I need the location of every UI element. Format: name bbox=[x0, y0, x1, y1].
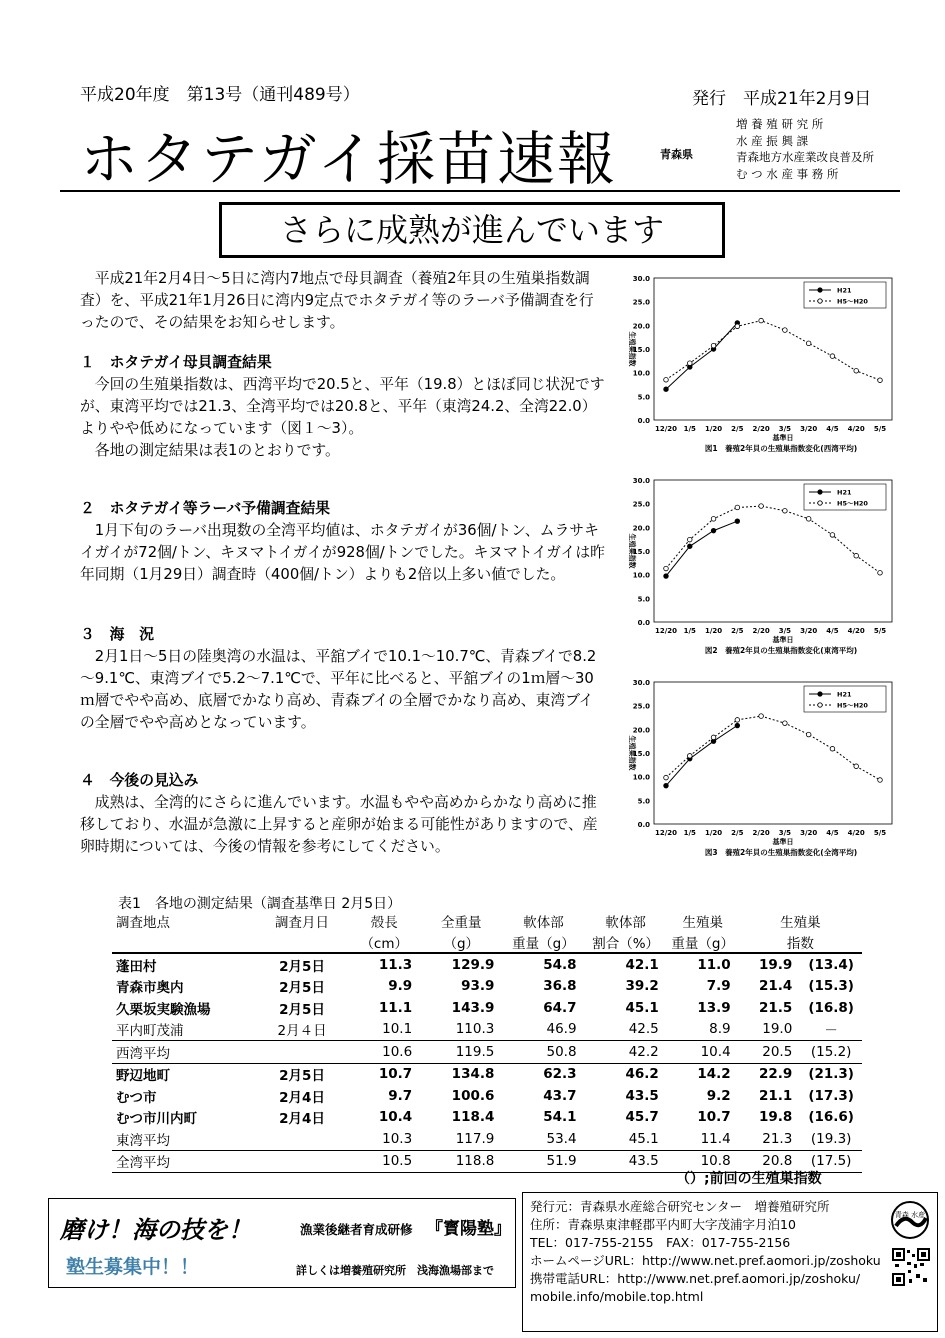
column-header: 殻長 bbox=[370, 914, 398, 931]
x-tick-label: 12/20 bbox=[654, 425, 678, 433]
table-cell-total: 129.9 bbox=[451, 956, 495, 973]
table-cell-prev: － bbox=[824, 1023, 838, 1040]
data-point bbox=[735, 519, 740, 524]
prefecture-label: 青森県 bbox=[660, 148, 693, 161]
promo-school-name: 『寳陽塾』 bbox=[426, 1219, 511, 1239]
y-tick-label: 5.0 bbox=[637, 595, 650, 604]
table-cell-soft-w: 62.3 bbox=[543, 1066, 577, 1083]
x-tick-label: 1/20 bbox=[704, 829, 723, 837]
org-item: 増 養 殖 研 究 所 bbox=[736, 117, 824, 131]
y-tick-label: 20.0 bbox=[632, 322, 650, 331]
column-header: （cm） bbox=[360, 935, 409, 952]
info-line: 発行元：青森県水産総合研究センター 増養殖研究所 bbox=[530, 1199, 830, 1214]
table-cell-soft-r: 45.7 bbox=[625, 1109, 659, 1126]
table-cell-date bbox=[256, 1041, 348, 1064]
y-tick-label: 15.0 bbox=[632, 750, 650, 758]
data-point bbox=[735, 324, 740, 329]
data-point bbox=[687, 544, 692, 549]
y-tick-label: 10.0 bbox=[632, 369, 650, 378]
table-cell-gi: 19.0 bbox=[762, 1021, 793, 1038]
table-cell-soft-r: 42.1 bbox=[625, 956, 659, 973]
intro-paragraph: 平成21年2月4日～5日に湾内7地点で母貝調査（養殖2年貝の生殖巣指数調査）を、平成21年1月26日に湾内9定点でホタテガイ等のラーバ予備調査を行ったので、その結果をお知らせします。 bbox=[80, 270, 594, 331]
x-tick-label: 2/20 bbox=[752, 425, 770, 433]
table-cell-soft-r: 45.1 bbox=[628, 1130, 659, 1147]
data-point bbox=[664, 574, 669, 579]
chart-title: 図3 養殖2年貝の生殖巣指数変化(全湾平均) bbox=[704, 848, 858, 857]
legend-label: H5～H20 bbox=[837, 297, 868, 306]
table-cell-gi: 19.8 bbox=[758, 1109, 793, 1126]
table-note: （）;前回の生殖巣指数 bbox=[676, 1171, 822, 1187]
table-row bbox=[112, 1041, 862, 1064]
section-heading: ３ 海 況 bbox=[80, 626, 154, 643]
y-tick-label: 20.0 bbox=[632, 726, 650, 735]
data-point bbox=[735, 718, 740, 723]
chart-fig1 bbox=[608, 268, 904, 468]
x-tick-label: 3/5 bbox=[778, 425, 792, 433]
data-point bbox=[806, 732, 811, 737]
legend-marker bbox=[818, 501, 822, 505]
y-tick-label: 0.0 bbox=[637, 619, 650, 627]
legend-label: H21 bbox=[837, 286, 852, 295]
data-point bbox=[711, 735, 716, 740]
x-tick-label: 1/5 bbox=[683, 425, 696, 433]
table-cell-prev: (17.3) bbox=[808, 1087, 854, 1104]
y-tick-label: 5.0 bbox=[637, 797, 650, 806]
x-axis-label: 基準日 bbox=[772, 434, 794, 442]
section-2 bbox=[80, 498, 605, 586]
table-cell-shell: 10.7 bbox=[378, 1066, 413, 1083]
chart-fig3 bbox=[608, 672, 904, 872]
table-cell-soft-w: 50.8 bbox=[546, 1043, 577, 1060]
y-tick-label: 30.0 bbox=[632, 477, 650, 485]
table-cell-total: 119.5 bbox=[455, 1043, 495, 1060]
legend-label: H5～H20 bbox=[837, 499, 868, 508]
column-header bbox=[256, 931, 348, 953]
table-cell-gon-w: 14.2 bbox=[697, 1066, 731, 1083]
table-cell-soft-w: 46.9 bbox=[546, 1021, 577, 1038]
column-header: 生殖巣 bbox=[682, 914, 723, 931]
table-cell-gon-w: 8.9 bbox=[709, 1021, 731, 1038]
table-cell-date: 2月４日 bbox=[277, 1023, 327, 1040]
column-header: 軟体部 bbox=[605, 914, 646, 931]
data-point bbox=[759, 504, 764, 509]
table-cell-soft-r: 46.2 bbox=[625, 1066, 659, 1083]
table-cell-prev: (16.8) bbox=[808, 999, 854, 1016]
section-1 bbox=[80, 352, 605, 462]
legend-marker bbox=[818, 703, 822, 707]
section-3 bbox=[80, 624, 605, 734]
table-cell-prev: (15.3) bbox=[808, 978, 854, 995]
data-point bbox=[735, 723, 740, 728]
table-cell-total: 118.4 bbox=[451, 1109, 495, 1126]
table-cell-total: 143.9 bbox=[451, 999, 495, 1016]
column-header: 割合（%） bbox=[592, 935, 660, 952]
table-cell-gon-w: 9.2 bbox=[706, 1087, 731, 1104]
x-tick-label: 4/5 bbox=[826, 627, 839, 635]
data-point bbox=[759, 714, 764, 719]
data-point bbox=[664, 783, 669, 788]
table-cell-gon-w: 11.4 bbox=[700, 1130, 731, 1147]
table-cell-gi: 20.5 bbox=[762, 1043, 793, 1060]
table-cell-shell: 10.6 bbox=[382, 1043, 413, 1060]
y-tick-label: 25.0 bbox=[632, 500, 650, 509]
data-point bbox=[711, 517, 716, 522]
promo-contact: 詳しくは増養殖研究所 浅海漁場部まで bbox=[296, 1264, 494, 1277]
y-tick-label: 5.0 bbox=[637, 393, 650, 402]
data-point bbox=[806, 341, 811, 346]
y-axis-label: 生殖巣指数 bbox=[628, 735, 636, 771]
data-point bbox=[783, 328, 788, 333]
column-header: 軟体部 bbox=[523, 914, 564, 931]
column-header: 生殖巣 bbox=[780, 914, 821, 931]
table-row bbox=[112, 953, 862, 976]
table-row bbox=[112, 976, 862, 998]
table-cell-shell: 9.9 bbox=[388, 978, 413, 995]
table-cell-total: 93.9 bbox=[461, 978, 495, 995]
results-table bbox=[112, 910, 862, 1173]
table-cell-loc: 全湾平均 bbox=[116, 1155, 170, 1172]
data-point bbox=[664, 387, 669, 392]
x-tick-label: 4/20 bbox=[847, 627, 865, 635]
table-cell-loc: 青森市奥内 bbox=[116, 980, 184, 997]
data-point bbox=[878, 378, 883, 383]
table-cell-gon-w: 11.0 bbox=[697, 956, 731, 973]
x-tick-label: 3/20 bbox=[800, 627, 818, 635]
org-item: む つ 水 産 事 務 所 bbox=[736, 166, 839, 181]
data-point bbox=[830, 533, 835, 538]
institute-logo-icon bbox=[890, 1200, 930, 1240]
y-tick-label: 0.0 bbox=[637, 821, 650, 829]
data-point bbox=[735, 505, 740, 510]
data-point bbox=[878, 778, 883, 783]
table-header-row bbox=[112, 931, 862, 953]
table-cell-gon-w: 10.4 bbox=[700, 1043, 731, 1060]
table-cell-prev: (13.4) bbox=[808, 956, 854, 973]
table-cell-prev: (16.6) bbox=[808, 1109, 854, 1126]
table-cell-total: 117.9 bbox=[455, 1130, 495, 1147]
x-tick-label: 2/20 bbox=[752, 627, 770, 635]
table-cell-soft-w: 51.9 bbox=[546, 1153, 577, 1170]
table-cell-gon-w: 13.9 bbox=[697, 999, 731, 1016]
x-tick-label: 12/20 bbox=[654, 627, 678, 635]
info-line[interactable]: mobile.info/mobile.top.html bbox=[530, 1289, 704, 1304]
column-header: （g） bbox=[443, 935, 480, 952]
table-cell-gi: 21.1 bbox=[758, 1087, 793, 1104]
intro-text bbox=[80, 268, 605, 334]
table-cell-date bbox=[256, 1150, 348, 1173]
headline: さらに成熟が進んでいます bbox=[219, 202, 725, 258]
table-cell-gi: 22.9 bbox=[758, 1066, 793, 1083]
x-tick-label: 4/20 bbox=[847, 829, 865, 837]
section-paragraph: 各地の測定結果は表1のとおりです。 bbox=[94, 442, 340, 459]
table-cell-shell: 11.1 bbox=[378, 999, 413, 1016]
table-cell-gon-w: 10.7 bbox=[697, 1109, 731, 1126]
table-cell-prev: (21.3) bbox=[808, 1066, 854, 1083]
legend-label: H21 bbox=[837, 488, 852, 497]
section-paragraph: 2月1日～5日の陸奥湾の水温は、平舘ブイで10.1～10.7℃、青森ブイで8.2～9.1℃、東湾ブイで5.2～7.1℃で、平年に比べると、平舘ブイの1ｍ層～30ｍ層でやや高め、底層でかなり高め、青森ブイの全層でかなり高め、東湾ブイの全層でやや高めとなっています。 bbox=[80, 648, 597, 731]
header-divider bbox=[60, 190, 900, 192]
org-item: 水 産 振 興 課 bbox=[736, 133, 809, 148]
table-cell-soft-w: 36.8 bbox=[543, 978, 577, 995]
promo-subtitle: 漁業後継者育成研修 bbox=[300, 1222, 413, 1237]
data-point bbox=[806, 517, 811, 522]
table-cell-soft-w: 54.1 bbox=[543, 1109, 577, 1126]
table-row bbox=[112, 1085, 862, 1107]
chart-svg bbox=[608, 672, 904, 872]
data-point bbox=[854, 368, 859, 373]
table-cell-total: 100.6 bbox=[451, 1087, 495, 1104]
y-tick-label: 25.0 bbox=[632, 298, 650, 307]
table-cell-loc: 東湾平均 bbox=[116, 1132, 170, 1149]
x-tick-label: 2/5 bbox=[731, 627, 744, 635]
table-row bbox=[112, 1107, 862, 1129]
publication-date: 発行 平成21年2月9日 bbox=[692, 89, 872, 109]
section-paragraph: 成熟は、全湾的にさらに進んでいます。水温もやや高めからかなり高めに推移しており、水温が急激に上昇すると産卵が始まる可能性がありますので、産卵時期については、今後の情報を参考にしてください。 bbox=[80, 794, 598, 855]
x-tick-label: 3/5 bbox=[778, 627, 792, 635]
table-row bbox=[112, 997, 862, 1019]
x-tick-label: 12/20 bbox=[654, 829, 678, 837]
table-cell-loc: 西湾平均 bbox=[116, 1045, 170, 1062]
svg-text:青森 水産: 青森 水産 bbox=[894, 1211, 926, 1219]
data-point bbox=[664, 566, 669, 571]
x-tick-label: 1/20 bbox=[704, 425, 723, 433]
data-point bbox=[878, 570, 883, 575]
table-cell-shell: 10.5 bbox=[382, 1153, 413, 1170]
y-tick-label: 10.0 bbox=[632, 571, 650, 580]
x-axis-label: 基準日 bbox=[772, 838, 794, 846]
data-point bbox=[830, 354, 835, 359]
promo-recruit: 塾生募集中！！ bbox=[66, 1256, 200, 1278]
y-tick-label: 20.0 bbox=[632, 524, 650, 533]
table-header-row bbox=[112, 910, 862, 931]
table-cell-shell: 10.1 bbox=[382, 1021, 413, 1038]
table-cell-date: 2月5日 bbox=[279, 1068, 325, 1085]
x-tick-label: 4/5 bbox=[826, 425, 839, 433]
data-point bbox=[687, 537, 692, 542]
legend-label: H21 bbox=[837, 690, 852, 699]
table-cell-total: 110.3 bbox=[455, 1021, 495, 1038]
table-cell-prev: (17.5) bbox=[810, 1153, 852, 1170]
table-cell-loc: 蓬田村 bbox=[116, 958, 157, 975]
y-axis-label: 生殖巣指数 bbox=[628, 331, 636, 367]
table-row bbox=[112, 1128, 862, 1150]
x-axis-label: 基準日 bbox=[772, 636, 794, 644]
table-cell-soft-w: 54.8 bbox=[543, 956, 577, 973]
section-paragraph: 1月下旬のラーバ出現数の全湾平均値は、ホタテガイが36個/トン、ムラサキイガイが72個/トン、キヌマトイガイが928個/トンでした。キヌマトイガイは昨年同期（1月29日）調査時（400個/トン）よりも2倍以上多い値でした。 bbox=[80, 522, 605, 583]
column-header: 指数 bbox=[786, 935, 814, 952]
chart-fig2 bbox=[608, 470, 904, 670]
x-tick-label: 3/20 bbox=[800, 425, 818, 433]
x-tick-label: 2/5 bbox=[731, 829, 744, 837]
table-cell-soft-r: 43.5 bbox=[625, 1087, 659, 1104]
table-caption: 表1 各地の測定結果（調査基準日 2月5日） bbox=[118, 896, 402, 912]
table-cell-soft-r: 42.5 bbox=[628, 1021, 659, 1038]
section-heading: １ ホタテガイ母貝調査結果 bbox=[80, 354, 272, 371]
info-line: TEL：017-755-2155 FAX：017-755-2156 bbox=[530, 1235, 791, 1250]
table-cell-soft-w: 53.4 bbox=[546, 1130, 577, 1147]
y-tick-label: 30.0 bbox=[632, 679, 650, 687]
organization-list bbox=[736, 116, 874, 182]
info-line[interactable]: 携帯電話URL：http://www.net.pref.aomori.jp/zoshoku/ bbox=[530, 1271, 861, 1286]
data-point bbox=[664, 775, 669, 780]
table-cell-gi: 20.8 bbox=[762, 1153, 793, 1170]
table-cell-gi: 21.5 bbox=[758, 999, 793, 1016]
table-cell-gi: 19.9 bbox=[758, 956, 793, 973]
section-4 bbox=[80, 770, 605, 858]
legend-marker bbox=[818, 490, 822, 494]
table-cell-date bbox=[256, 1128, 348, 1150]
chart-svg bbox=[608, 470, 904, 670]
data-point bbox=[783, 721, 788, 726]
legend-marker bbox=[818, 288, 822, 292]
newsletter-title: ホタテガイ採苗速報 bbox=[80, 125, 618, 193]
promo-slogan: 磨け！海の技を！ bbox=[60, 1215, 252, 1244]
table-cell-loc: 久栗坂実験漁場 bbox=[116, 1001, 211, 1018]
table-row bbox=[112, 1019, 862, 1041]
table-cell-shell: 10.4 bbox=[378, 1109, 413, 1126]
x-tick-label: 2/20 bbox=[752, 829, 770, 837]
info-line[interactable]: ホームページURL：http://www.net.pref.aomori.jp/zoshoku bbox=[530, 1253, 881, 1268]
table-cell-date: 2月5日 bbox=[279, 1001, 325, 1018]
table-cell-soft-r: 43.5 bbox=[628, 1153, 659, 1170]
table-cell-soft-w: 43.7 bbox=[543, 1087, 577, 1104]
column-header: 全重量 bbox=[441, 914, 482, 931]
info-line: 住所：青森県東津軽郡平内町大字茂浦字月泊10 bbox=[530, 1217, 796, 1232]
issue-number: 平成20年度 第13号（通刊489号） bbox=[80, 85, 360, 105]
y-tick-label: 0.0 bbox=[637, 417, 650, 425]
table-row bbox=[112, 1063, 862, 1085]
table-cell-gon-w: 10.8 bbox=[700, 1153, 731, 1170]
legend-marker bbox=[818, 692, 822, 696]
chart-svg bbox=[608, 268, 904, 468]
x-tick-label: 1/20 bbox=[704, 627, 723, 635]
x-tick-label: 5/5 bbox=[873, 829, 887, 837]
legend-marker bbox=[818, 299, 822, 303]
column-header bbox=[112, 931, 256, 953]
table-cell-prev: (19.3) bbox=[810, 1130, 852, 1147]
x-tick-label: 2/5 bbox=[731, 425, 744, 433]
table-cell-date: 2月5日 bbox=[279, 980, 325, 997]
table-cell-gi: 21.3 bbox=[762, 1130, 793, 1147]
table-cell-loc: むつ市 bbox=[116, 1089, 157, 1106]
x-tick-label: 3/20 bbox=[800, 829, 818, 837]
x-tick-label: 5/5 bbox=[873, 627, 887, 635]
column-header: 重量（g） bbox=[671, 935, 734, 952]
column-header: 調査地点 bbox=[116, 914, 170, 931]
table-cell-soft-r: 39.2 bbox=[625, 978, 659, 995]
chart-title: 図1 養殖2年貝の生殖巣指数変化(西湾平均) bbox=[704, 444, 858, 453]
x-tick-label: 1/5 bbox=[683, 829, 696, 837]
column-header: 調査月日 bbox=[275, 914, 330, 931]
table-cell-date: 2月4日 bbox=[279, 1111, 325, 1128]
data-point bbox=[854, 553, 859, 558]
table-cell-date: 2月4日 bbox=[279, 1089, 325, 1106]
y-tick-label: 15.0 bbox=[632, 548, 650, 556]
y-tick-label: 30.0 bbox=[632, 275, 650, 283]
publisher-info bbox=[530, 1198, 881, 1306]
table-cell-gon-w: 7.9 bbox=[706, 978, 731, 995]
data-point bbox=[830, 746, 835, 751]
y-tick-label: 10.0 bbox=[632, 773, 650, 782]
data-point bbox=[711, 343, 716, 348]
table-cell-loc: 野辺地町 bbox=[116, 1068, 170, 1085]
section-paragraph: 今回の生殖巣指数は、西湾平均で20.5と、平年（19.8）とほぼ同じ状況ですが、東湾平均では21.3、全湾平均では20.8と、平年（東湾24.2、全湾22.0）よりやや低めになっています（図１～3）。 bbox=[80, 376, 605, 437]
data-point bbox=[711, 528, 716, 533]
data-point bbox=[664, 377, 669, 382]
x-tick-label: 3/5 bbox=[778, 829, 792, 837]
data-point bbox=[687, 754, 692, 759]
chart-title: 図2 養殖2年貝の生殖巣指数変化(東湾平均) bbox=[704, 646, 858, 655]
table-cell-soft-w: 64.7 bbox=[543, 999, 577, 1016]
table-cell-shell: 11.3 bbox=[378, 956, 413, 973]
table-cell-shell: 9.7 bbox=[388, 1087, 413, 1104]
table-cell-shell: 10.3 bbox=[382, 1130, 413, 1147]
qr-code-icon[interactable] bbox=[892, 1248, 930, 1286]
y-tick-label: 15.0 bbox=[632, 346, 650, 354]
table-cell-loc: 平内町茂浦 bbox=[116, 1023, 184, 1040]
table-cell-soft-r: 45.1 bbox=[625, 999, 659, 1016]
table-cell-gi: 21.4 bbox=[758, 978, 793, 995]
data-point bbox=[783, 508, 788, 513]
data-point bbox=[854, 764, 859, 769]
section-heading: ４ 今後の見込み bbox=[80, 772, 199, 789]
table-cell-total: 118.8 bbox=[455, 1153, 495, 1170]
table-cell-prev: (15.2) bbox=[810, 1043, 852, 1060]
table-cell-date: 2月5日 bbox=[279, 958, 325, 975]
table-cell-total: 134.8 bbox=[451, 1066, 495, 1083]
section-heading: ２ ホタテガイ等ラーバ予備調査結果 bbox=[80, 500, 331, 517]
table-cell-soft-r: 42.2 bbox=[628, 1043, 659, 1060]
y-tick-label: 25.0 bbox=[632, 702, 650, 711]
data-point bbox=[759, 318, 764, 323]
data-point bbox=[687, 361, 692, 366]
legend-label: H5～H20 bbox=[837, 701, 868, 710]
x-tick-label: 4/5 bbox=[826, 829, 839, 837]
x-tick-label: 4/20 bbox=[847, 425, 865, 433]
org-item: 青森地方水産業改良普及所 bbox=[736, 150, 874, 164]
x-tick-label: 1/5 bbox=[683, 627, 696, 635]
x-tick-label: 5/5 bbox=[873, 425, 887, 433]
column-header: 重量（g） bbox=[512, 935, 575, 952]
y-axis-label: 生殖巣指数 bbox=[628, 533, 636, 569]
table-cell-loc: むつ市川内町 bbox=[116, 1111, 197, 1128]
